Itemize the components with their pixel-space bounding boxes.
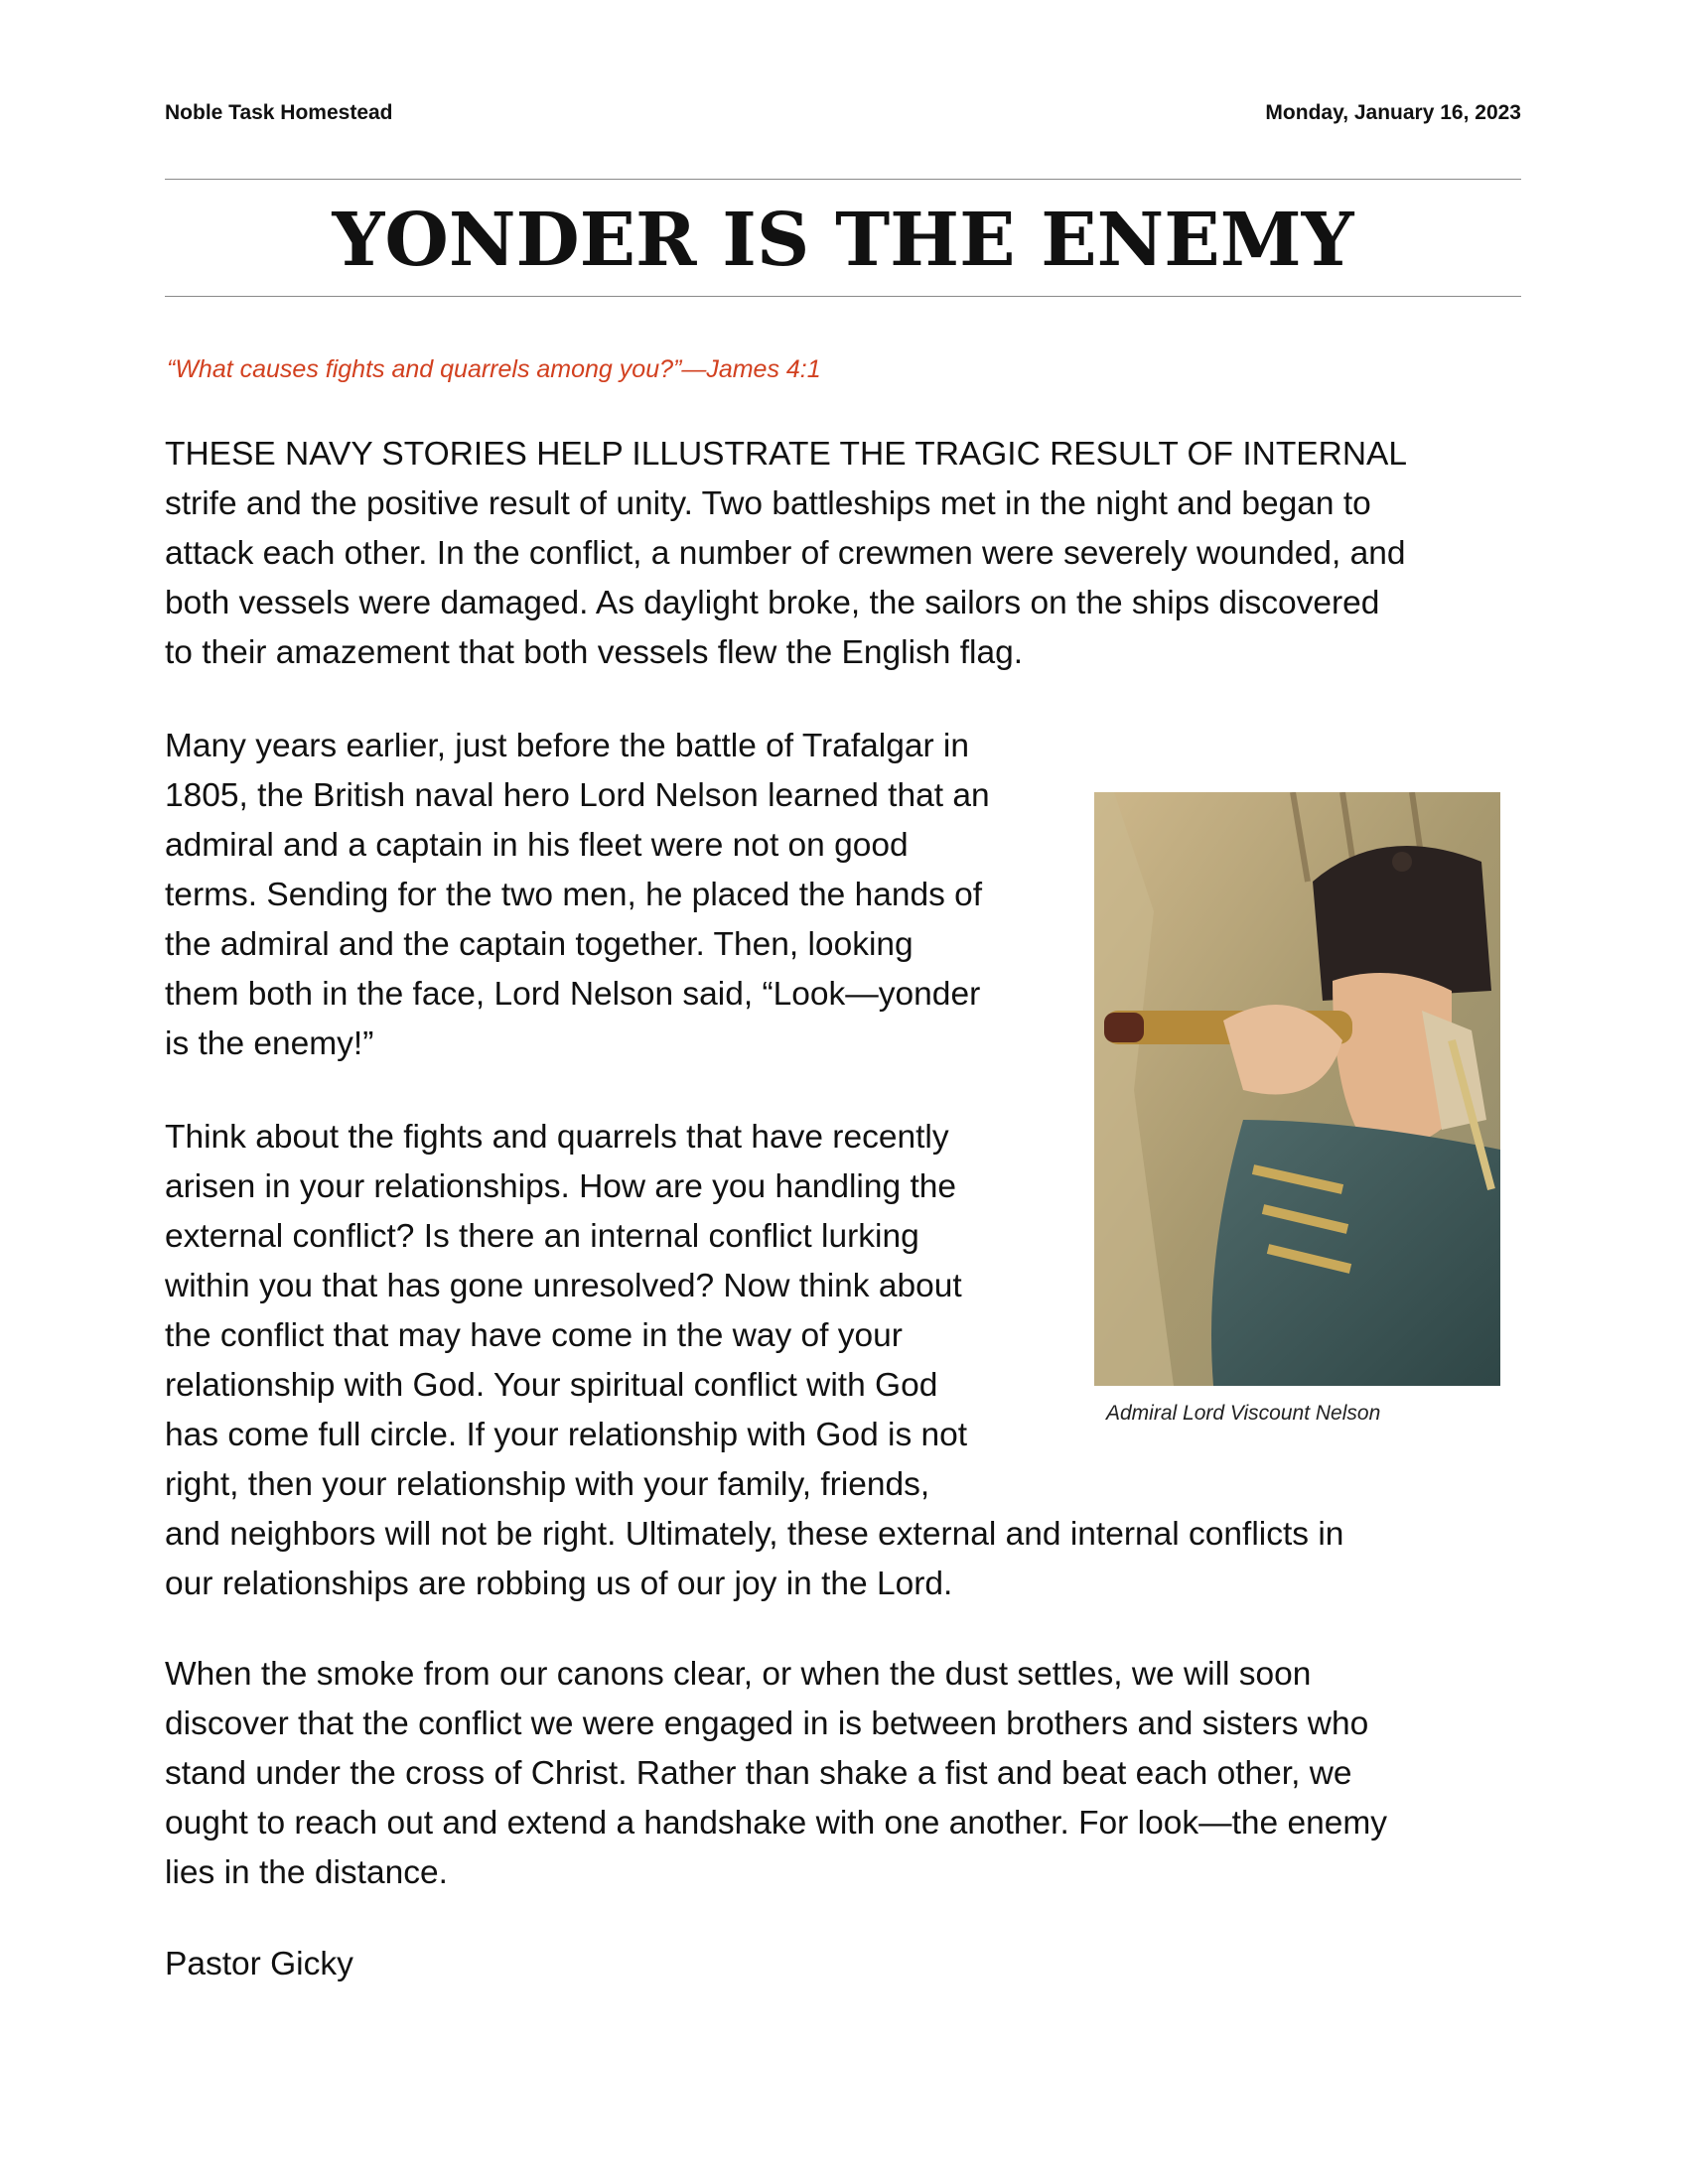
- paragraph-line: within you that has gone unresolved? Now think about: [165, 1268, 962, 1304]
- figure-caption: Admiral Lord Viscount Nelson: [1106, 1402, 1381, 1425]
- paragraph-line: 1805, the British naval hero Lord Nelson learned that an: [165, 777, 990, 814]
- paragraph-line: both vessels were damaged. As daylight broke, the sailors on the ships discovered: [165, 585, 1380, 621]
- paragraph-line: THESE NAVY STORIES HELP ILLUSTRATE THE TRAGIC RESULT OF INTERNAL: [165, 436, 1407, 473]
- portrait-painting-icon: [1094, 792, 1500, 1386]
- title-rule-top: [165, 179, 1521, 180]
- paragraph-line: relationship with God. Your spiritual conflict with God: [165, 1367, 938, 1404]
- paragraph-line: admiral and a captain in his fleet were not on good: [165, 827, 909, 864]
- paragraph-line: terms. Sending for the two men, he placed the hands of: [165, 877, 983, 913]
- nelson-portrait-image: [1094, 792, 1500, 1386]
- paragraph-line: them both in the face, Lord Nelson said, “Look—yonder: [165, 976, 981, 1013]
- paragraph-line: discover that the conflict we were engaged in is between brothers and sisters who: [165, 1706, 1369, 1742]
- paragraph-line: right, then your relationship with your family, friends,: [165, 1466, 930, 1503]
- page-header: [165, 101, 1521, 127]
- epigraph: “What causes fights and quarrels among you?”—James 4:1: [167, 355, 821, 383]
- paragraph-line: attack each other. In the conflict, a number of crewmen were severely wounded, and: [165, 535, 1406, 572]
- paragraph-4: [165, 1650, 1521, 1898]
- paragraph-line: has come full circle. If your relationship with God is not: [165, 1417, 968, 1453]
- publisher-name: Noble Task Homestead: [165, 101, 393, 124]
- signature: Pastor Gicky: [165, 1946, 353, 1982]
- paragraph-line: to their amazement that both vessels flew the English flag.: [165, 634, 1024, 671]
- paragraph-1: [165, 430, 1521, 678]
- paragraph-line: the conflict that may have come in the way of your: [165, 1317, 903, 1354]
- paragraph-line: external conflict? Is there an internal conflict lurking: [165, 1218, 919, 1255]
- paragraph-line: stand under the cross of Christ. Rather than shake a fist and beat each other, we: [165, 1755, 1352, 1792]
- paragraph-line: strife and the positive result of unity. Two battleships met in the night and began to: [165, 485, 1371, 522]
- paragraph-line: ought to reach out and extend a handshake with one another. For look—the enemy: [165, 1805, 1388, 1842]
- paragraph-line: our relationships are robbing us of our joy in the Lord.: [165, 1566, 953, 1602]
- document-page: [165, 0, 1521, 2184]
- paragraph-line: the admiral and the captain together. Then, looking: [165, 926, 914, 963]
- paragraph-line: When the smoke from our canons clear, or when the dust settles, we will soon: [165, 1656, 1312, 1693]
- paragraph-line: Many years earlier, just before the battle of Trafalgar in: [165, 728, 970, 764]
- title-rule-bottom: [165, 296, 1521, 297]
- paragraph-line: and neighbors will not be right. Ultimately, these external and internal conflicts in: [165, 1516, 1344, 1553]
- paragraph-line: arisen in your relationships. How are you handling the: [165, 1168, 957, 1205]
- paragraph-line: is the enemy!”: [165, 1025, 374, 1062]
- page-title: YONDER IS THE ENEMY: [332, 198, 1354, 283]
- paragraph-line: lies in the distance.: [165, 1854, 448, 1891]
- publication-date: Monday, January 16, 2023: [1265, 101, 1521, 124]
- paragraph-line: Think about the fights and quarrels that have recently: [165, 1119, 949, 1156]
